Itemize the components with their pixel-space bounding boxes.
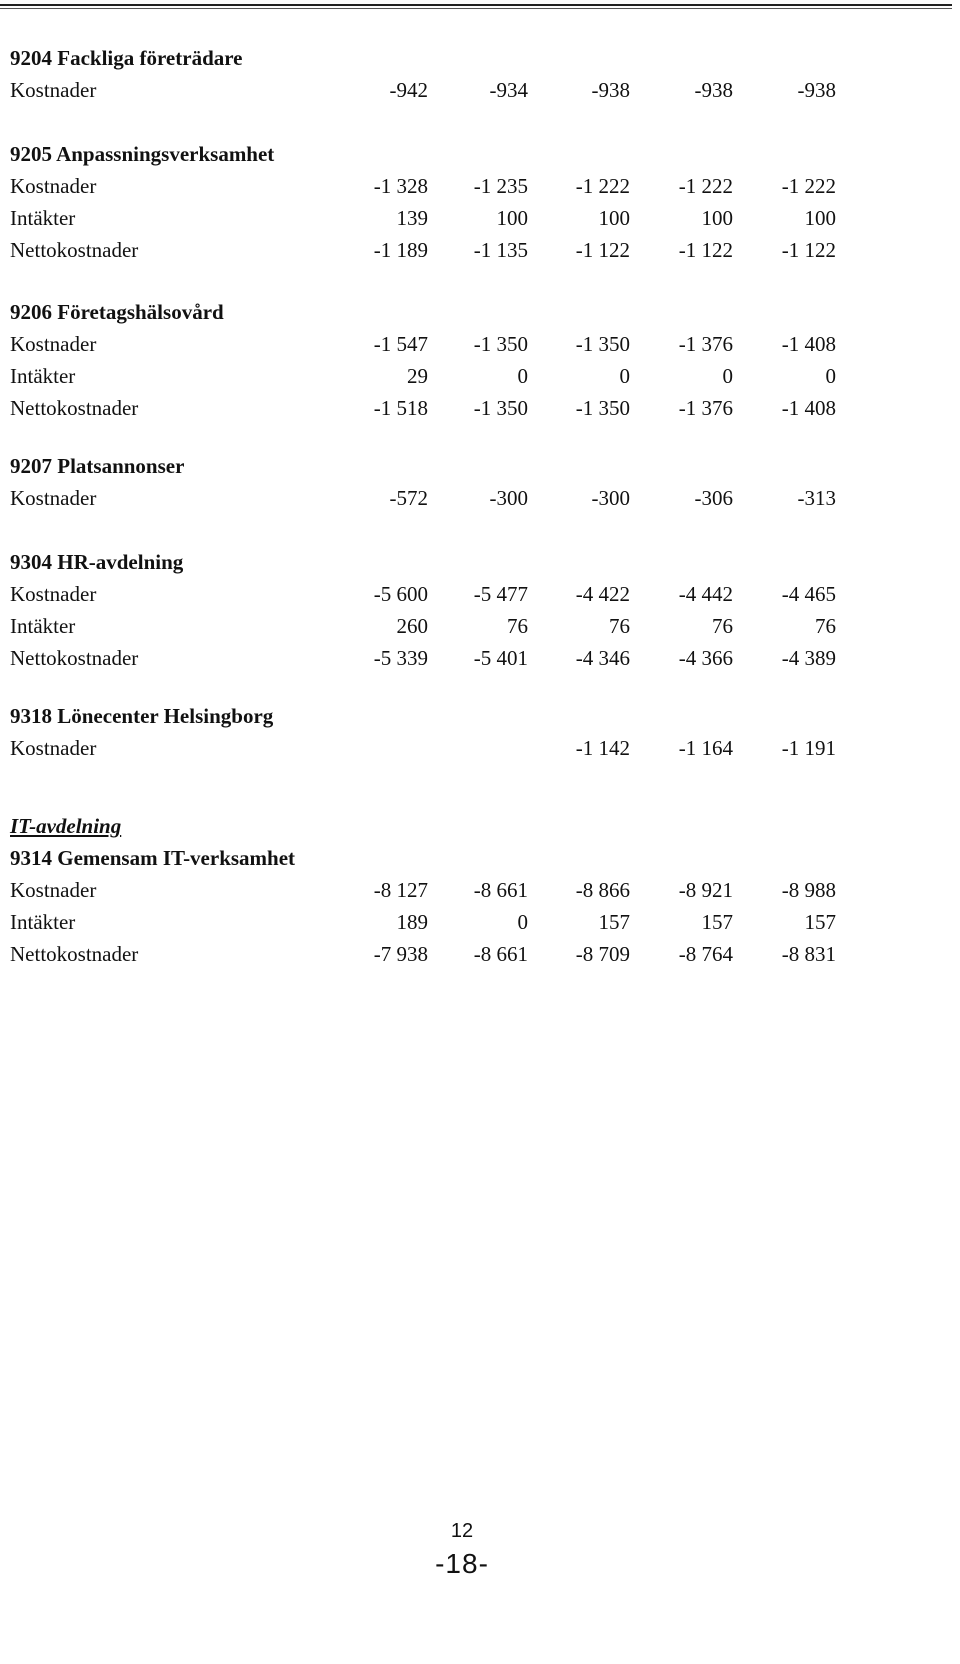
value-cell: -8 866 (575, 878, 630, 902)
row-label: Intäkter (10, 910, 76, 934)
value-cell: -1 350 (575, 332, 630, 356)
row-label: Kostnader (10, 174, 97, 198)
value-cell: -4 442 (678, 582, 733, 606)
value-cell: -1 350 (473, 396, 528, 420)
row-label: Intäkter (10, 614, 76, 638)
value-cell: -1 222 (781, 174, 836, 198)
value-cell: -1 518 (373, 396, 428, 420)
section-9318 (0, 700, 960, 764)
row-label: Intäkter (10, 364, 76, 388)
value-cell: -300 (489, 486, 528, 510)
value-cell: -1 376 (678, 396, 733, 420)
value-cell: -1 122 (575, 238, 630, 262)
section-title: 9314 Gemensam IT-verksamhet (10, 846, 296, 870)
value-cell: 0 (825, 364, 836, 388)
table-row (0, 906, 960, 938)
value-cell: -1 191 (781, 736, 836, 760)
value-cell: -8 921 (678, 878, 733, 902)
value-cell: -306 (694, 486, 733, 510)
value-cell: -4 389 (781, 646, 836, 670)
value-cell: -1 142 (575, 736, 630, 760)
value-cell: -1 328 (373, 174, 428, 198)
table-row (0, 578, 960, 610)
page-number: 12 (450, 1520, 474, 1542)
value-cell: 139 (396, 206, 428, 230)
value-cell: -8 661 (473, 942, 528, 966)
section-9205 (0, 138, 960, 266)
row-label: Kostnader (10, 332, 97, 356)
value-cell: -1 376 (678, 332, 733, 356)
section-9204 (0, 42, 960, 106)
table-row (0, 392, 960, 424)
section-title: 9205 Anpassningsverksamhet (10, 142, 275, 166)
value-cell: -1 222 (678, 174, 733, 198)
table-row (0, 74, 960, 106)
department-heading: IT-avdelning (10, 814, 122, 838)
section-title: 9204 Fackliga företrädare (10, 46, 243, 70)
value-cell: -1 164 (678, 736, 733, 760)
row-label: Kostnader (10, 582, 97, 606)
value-cell: -1 122 (781, 238, 836, 262)
value-cell: -1 222 (575, 174, 630, 198)
value-cell: -572 (389, 486, 428, 510)
table-row (0, 234, 960, 266)
top-rule (0, 4, 952, 6)
value-cell: 260 (396, 614, 428, 638)
row-label: Kostnader (10, 878, 97, 902)
value-cell: -4 346 (575, 646, 630, 670)
value-cell: -5 401 (473, 646, 528, 670)
value-cell: -938 (591, 78, 630, 102)
table-row (0, 482, 960, 514)
row-label: Kostnader (10, 78, 97, 102)
section-title: 9318 Lönecenter Helsingborg (10, 704, 274, 728)
value-cell: -8 709 (575, 942, 630, 966)
value-cell: 76 (712, 614, 733, 638)
page-mark: -18- (435, 1548, 489, 1579)
value-cell: -5 600 (373, 582, 428, 606)
value-cell: 76 (507, 614, 528, 638)
value-cell: 29 (407, 364, 428, 388)
row-label: Nettokostnader (10, 396, 139, 420)
value-cell: 0 (722, 364, 733, 388)
value-cell: -1 235 (473, 174, 528, 198)
value-cell: -1 122 (678, 238, 733, 262)
value-cell: -938 (694, 78, 733, 102)
value-cell: -1 408 (781, 396, 836, 420)
section-9206 (0, 296, 960, 424)
table-row (0, 732, 960, 764)
section-title: 9206 Företagshälsovård (10, 300, 224, 324)
value-cell: 0 (517, 364, 528, 388)
table-row (0, 202, 960, 234)
table-row (0, 938, 960, 970)
value-cell: 189 (396, 910, 428, 934)
value-cell: -1 350 (473, 332, 528, 356)
table-row (0, 610, 960, 642)
value-cell: -8 831 (781, 942, 836, 966)
value-cell: -7 938 (373, 942, 428, 966)
row-label: Nettokostnader (10, 942, 139, 966)
value-cell: -4 422 (575, 582, 630, 606)
value-cell: -5 477 (473, 582, 528, 606)
value-cell: -938 (797, 78, 836, 102)
value-cell: 100 (598, 206, 630, 230)
table-row (0, 328, 960, 360)
value-cell: 0 (517, 910, 528, 934)
section-9304 (0, 546, 960, 674)
value-cell: 100 (701, 206, 733, 230)
row-label: Intäkter (10, 206, 76, 230)
value-cell: 157 (701, 910, 733, 934)
value-cell: -4 465 (781, 582, 836, 606)
value-cell: 100 (804, 206, 836, 230)
value-cell: -8 661 (473, 878, 528, 902)
section-title: 9207 Platsannonser (10, 454, 185, 478)
value-cell: 76 (609, 614, 630, 638)
row-label: Kostnader (10, 736, 97, 760)
value-cell: -1 547 (373, 332, 428, 356)
table-row (0, 170, 960, 202)
value-cell: -934 (489, 78, 528, 102)
value-cell: 157 (598, 910, 630, 934)
value-cell: -8 127 (373, 878, 428, 902)
value-cell: -1 350 (575, 396, 630, 420)
table-row (0, 874, 960, 906)
value-cell: -1 135 (473, 238, 528, 262)
value-cell: -8 988 (781, 878, 836, 902)
section-title: 9304 HR-avdelning (10, 550, 184, 574)
section-9314 (0, 810, 960, 970)
section-9207 (0, 450, 960, 514)
value-cell: 157 (804, 910, 836, 934)
row-label: Nettokostnader (10, 646, 139, 670)
value-cell: -5 339 (373, 646, 428, 670)
value-cell: -1 408 (781, 332, 836, 356)
row-label: Nettokostnader (10, 238, 139, 262)
value-cell: -942 (389, 78, 428, 102)
value-cell: 100 (496, 206, 528, 230)
value-cell: -8 764 (678, 942, 733, 966)
value-cell: -300 (591, 486, 630, 510)
table-row (0, 642, 960, 674)
table-row (0, 360, 960, 392)
value-cell: 76 (815, 614, 836, 638)
value-cell: -313 (797, 486, 836, 510)
row-label: Kostnader (10, 486, 97, 510)
value-cell: -4 366 (678, 646, 733, 670)
value-cell: 0 (619, 364, 630, 388)
value-cell: -1 189 (373, 238, 428, 262)
